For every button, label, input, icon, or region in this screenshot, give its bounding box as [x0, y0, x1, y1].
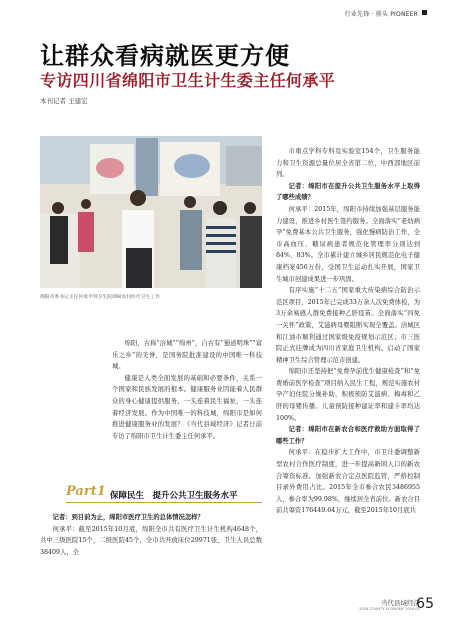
section-part-label: Part1	[66, 484, 106, 499]
intro-paragraph: 健康是人类全面发展的基础和必要条件，关系一个国家和民族发展的根本。健康服务业因能着人民群众的身心健康提供服务，一头连着民生福祉，一头连着经济发展。作为中国唯一的科技城，绵阳市是如何推进健康服务业的发展？《当代县域经济》记者日前专访了绵阳市卫生计生委主任何承平。	[112, 374, 262, 440]
article-subtitle: 专访四川省绵阳市卫生计生委主任何承平	[40, 71, 336, 90]
article-photo	[40, 136, 262, 288]
interview-answer: 何承平：2015年，绵阳市持续加强基层服务能力建设，推进乡村医生签约服务。全面落实“老幼病孕”免费基本公共卫生服务，强化慢病防治工作，全市高血压、糖尿病患者规范化管理率分别达到84%、83%。全市累计建立城乡居民规范化电子健康档案456万份，受国卫生运动扎实开展，国家卫生城市创建成果进一步巩固。	[276, 205, 420, 283]
section-heading	[66, 484, 262, 506]
byline: 本刊记者 王建宏	[40, 97, 88, 105]
section-label: 行业先锋 · 排头 PIONEER	[344, 11, 418, 18]
page-number: 65	[416, 596, 434, 612]
page-header	[0, 0, 460, 24]
body-paragraph: 绵阳市还坚持把“免费孕前优生健康检查”和“免费婚前医学检查”项目纳入民生工程，规范实施农村孕产妇住院分娩补助，积极预防艾滋病、梅毒和乙肝的母婴传播。儿童预防接种建证率和建卡率均达100%。	[276, 368, 420, 422]
magazine-name: 当代县域经济	[381, 599, 420, 607]
body-paragraph: 有序实施“十二五”国家重大传染病综合防治示范区项目，2015年已完成33万余人次免费体检，为3万余易感人群免费接种乙肝疫苗。全面落实“四免一关怀”政策，艾滋病母婴阻断实现全覆盖。涪城区和江油市顺利通过国家级免疫规划示范区；市三医院正式挂牌成为四川省家庭卫生机构。启动了国家精神卫生综合管理示范市创建。	[276, 287, 420, 364]
photo-illustration	[40, 136, 262, 288]
square-icon	[422, 10, 427, 15]
qa-column-left	[40, 512, 262, 558]
interview-answer: 何承平：在稳步扩大工作中，市卫计委调整新型农村合作医疗制度，进一步提高新困人口的新农合筹资标准。加强新农合定点医院监管，严格控制目录外费用占比。2015年全市参合农民3486955人，参合率为99.98%，继续居全省前位。新农合目前共筹资176449.64万元，截至2015年10月底共	[276, 449, 420, 515]
article-title: 让群众看病就医更方便	[40, 42, 290, 70]
magazine-issue: 2016 COUNTY ECONOMY 2016.01	[359, 607, 420, 611]
intro-column	[112, 338, 262, 442]
interview-question: 记者：到目前为止，绵阳市医疗卫生的总体情况怎样？	[52, 514, 204, 521]
interview-question: 记者：绵阳市在提升公共卫生服务水平上取得了哪些成绩？	[276, 182, 420, 202]
photo-caption: 绵阳市委书记主任何承平到卫生院调研农村医疗卫生工作	[40, 295, 160, 300]
qa-column-right	[276, 146, 420, 517]
body-paragraph: 市重点学科专科及实验室154个，卫生服务能力和卫生资源总量位居全省第二位，中西部地区前列。	[276, 148, 420, 179]
section-title: 保障民生 提升公共卫生服务水平	[110, 491, 238, 501]
intro-paragraph: 绵阳，古称“涪城”“绵州”，自古有“蜀道明珠”“富乐之乡”的美誉，是国务院批准建设的中国唯一科技城。	[112, 340, 262, 371]
section-divider	[66, 502, 262, 503]
interview-answer: 何承平：截至2015年10月底，绵阳全市共有医疗卫生计生机构4648个，共中三级医院15个，二级医院45个，全市共开放床位29971张，卫生人员总数38409人，全	[40, 525, 262, 556]
interview-question: 记者：绵阳市在新农合和医疗救助方面取得了哪些工作？	[276, 426, 420, 445]
